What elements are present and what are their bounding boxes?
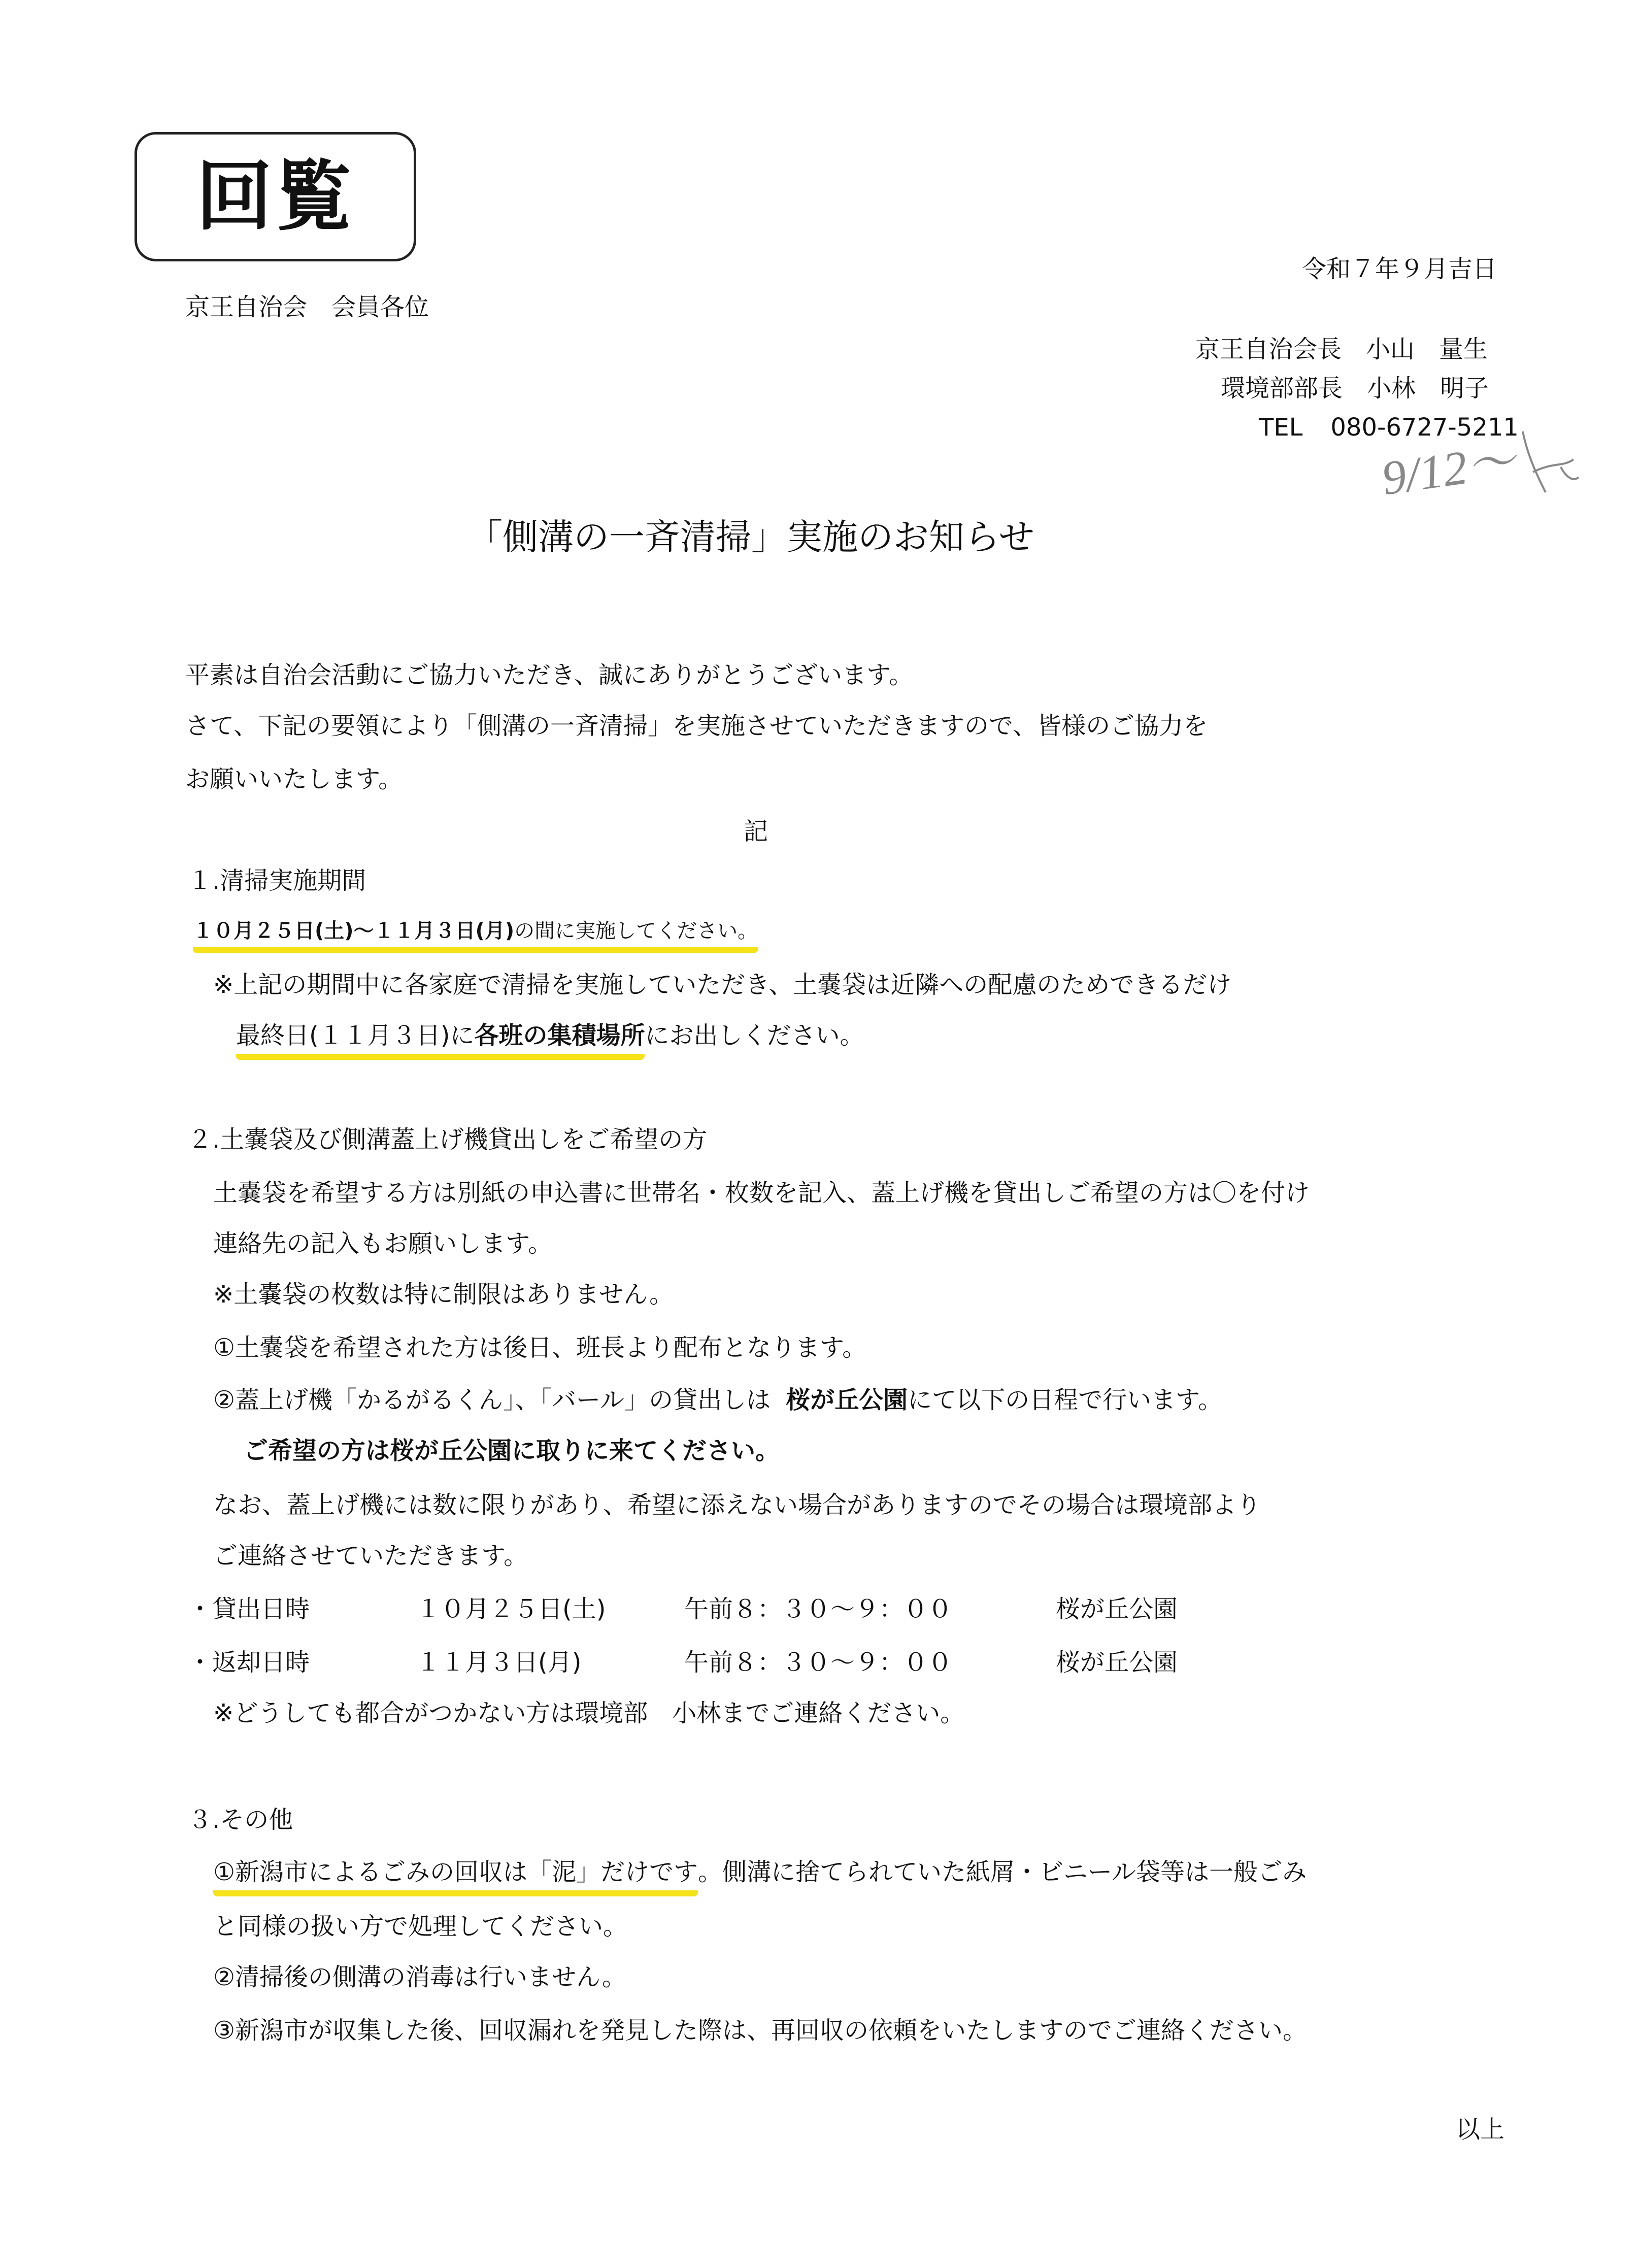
handwritten-memo xyxy=(1370,411,1584,513)
closing: 以上 xyxy=(1456,2115,1505,2144)
tel-number: 080-6727-5211 xyxy=(1330,413,1519,442)
schedule-date: １１月３日(月) xyxy=(416,1648,582,1677)
schedule-time: 午前８：３０～９：００ xyxy=(684,1595,953,1623)
section2-limit2: ご連絡させていただきます。 xyxy=(213,1542,528,1570)
period-dates: １０月２５日(土)～１１月３日(月) xyxy=(193,919,515,943)
item1-rest: 。側溝に捨てられていた紙屑・ビニール袋等は一般ごみ xyxy=(698,1858,1307,1886)
item2-lead: ②蓋上げ機「かるがるくん」、「バール」の貸出しは xyxy=(213,1386,771,1414)
period-rest: の間に実施してください。 xyxy=(514,919,758,943)
schedule-place: 桜が丘公園 xyxy=(1056,1595,1178,1623)
section2-body2: 連絡先の記入もお願いします。 xyxy=(213,1229,553,1258)
schedule-label: ・返却日時 xyxy=(188,1648,310,1677)
deadline-date: 最終日(１１月３日)に xyxy=(236,1021,475,1050)
section2-pickup: ご希望の方は桜が丘公園に取りに来てください。 xyxy=(244,1437,780,1465)
section2-item1: ①土嚢袋を希望された方は後日、班長より配布となります。 xyxy=(213,1333,867,1362)
greeting-line3: お願いいたします。 xyxy=(185,765,403,793)
section1-note1: ※上記の期間中に各家庭で清掃を実施していただき、土嚢袋は近隣への配慮のためできるだけ xyxy=(213,971,1232,999)
item2-tail: にて以下の日程で行います。 xyxy=(908,1386,1223,1414)
section3-heading: ３.その他 xyxy=(188,1806,293,1834)
section3-item1 xyxy=(213,1857,1307,1896)
circular-stamp xyxy=(135,132,416,261)
sender-line2: 環境部部長 小林 明子 xyxy=(1221,374,1489,403)
schedule-place: 桜が丘公園 xyxy=(1056,1648,1178,1677)
schedule-date: １０月２５日(土) xyxy=(416,1595,606,1623)
deadline-highlight xyxy=(236,1020,645,1060)
section3-item3: ③新潟市が収集した後、回収漏れを発見した際は、再回収の依頼をいたしますのでご連絡ください。 xyxy=(213,2016,1308,2045)
section2-body1: 土嚢袋を希望する方は別紙の申込書に世帯名・枚数を記入、蓋上げ機を貸出しご希望の方は〇を付け xyxy=(213,1179,1310,1207)
section2-item2 xyxy=(213,1385,1222,1415)
circular-label: 回覧 xyxy=(196,152,355,241)
ki-heading: 記 xyxy=(744,817,768,846)
handwritten-date: 9/12～ xyxy=(1378,433,1519,506)
page-title: 「側溝の一斉清掃」実施のお知らせ xyxy=(467,516,1034,558)
item2-park: 桜が丘公園 xyxy=(786,1386,908,1414)
section2-contact: ※どうしても都合がつかない方は環境部 小林までご連絡ください。 xyxy=(213,1699,965,1727)
collection-point: 各班の集積場所 xyxy=(474,1021,645,1050)
greeting-line2: さて、下記の要領により「側溝の一斉清掃」を実施させていただきますので、皆様のご協力を xyxy=(185,712,1208,740)
greeting-line1: 平素は自治会活動にご協力いただき、誠にありがとうございます。 xyxy=(185,661,914,689)
schedule-time: 午前８：３０～９：００ xyxy=(684,1648,953,1677)
section3-item2: ②清掃後の側溝の消毒は行いません。 xyxy=(213,1963,626,1991)
section2-heading: ２.土嚢袋及び側溝蓋上げ機貸出しをご希望の方 xyxy=(188,1125,708,1154)
section2-note: ※土嚢袋の枚数は特に制限はありません。 xyxy=(213,1280,674,1309)
period-highlight xyxy=(193,918,758,953)
deadline-rest: にお出しください。 xyxy=(645,1021,864,1050)
mud-only-highlight: ①新潟市によるごみの回収は「泥」だけです xyxy=(213,1857,698,1896)
period-line xyxy=(193,918,758,953)
section3-item1-line2: と同様の扱い方で処理してください。 xyxy=(213,1912,628,1941)
section1-heading: １.清掃実施期間 xyxy=(188,866,366,895)
schedule-label: ・貸出日時 xyxy=(188,1595,310,1623)
section1-note2 xyxy=(236,1020,864,1060)
sender-line1: 京王自治会長 小山 量生 xyxy=(1195,335,1488,363)
issue-date: 令和７年９月吉日 xyxy=(1302,255,1497,283)
addressee: 京王自治会 会員各位 xyxy=(185,293,429,321)
section2-limit1: なお、蓋上げ機には数に限りがあり、希望に添えない場合がありますのでその場合は環境部より xyxy=(213,1491,1261,1519)
tel-label: TEL xyxy=(1259,413,1303,442)
